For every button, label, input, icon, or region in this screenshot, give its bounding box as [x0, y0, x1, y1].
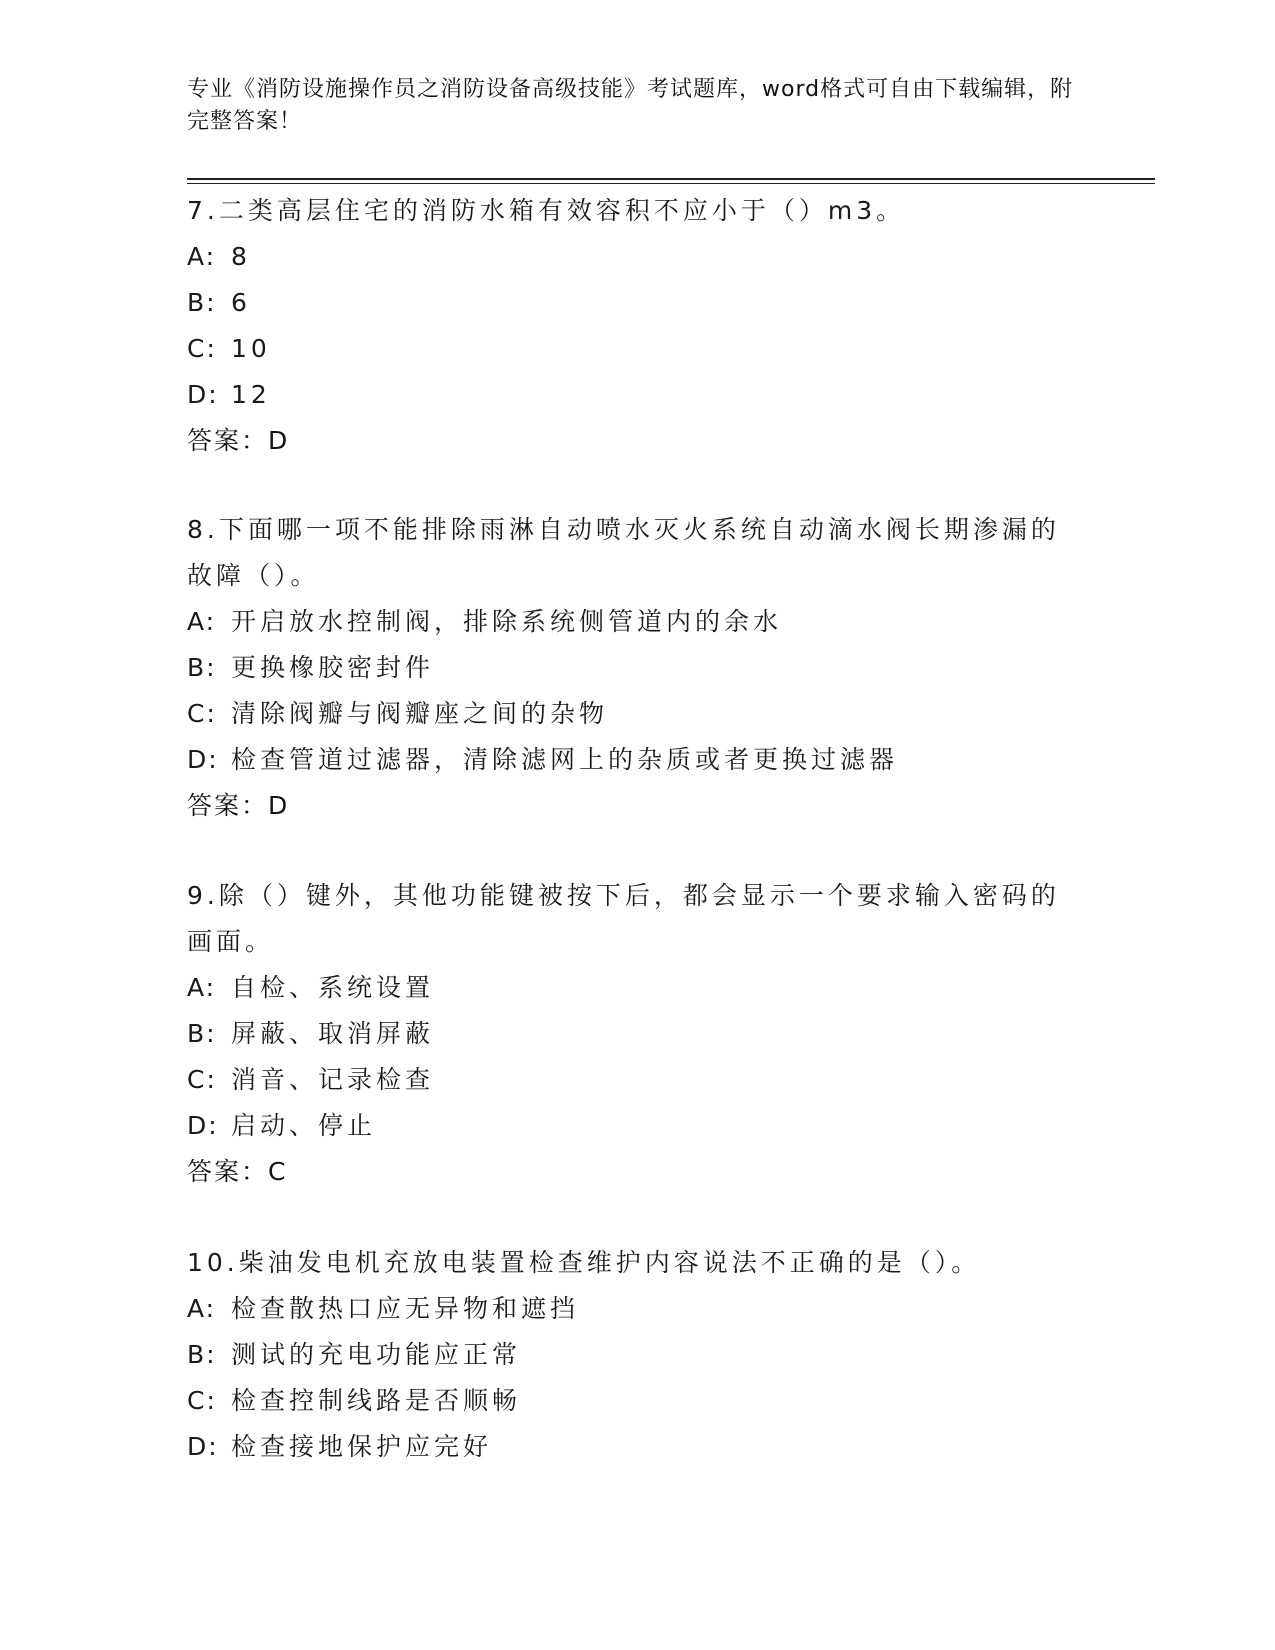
option-letter: A:	[187, 242, 217, 271]
question-8	[187, 507, 1087, 829]
question-9	[187, 873, 1087, 1195]
option-letter: D:	[187, 380, 219, 409]
question-number: 10.	[187, 1248, 239, 1277]
option-text: 检查散热口应无异物和遮挡	[231, 1294, 580, 1323]
option-a	[187, 599, 1087, 645]
option-letter: A:	[187, 973, 217, 1002]
document-header: 专业《消防设施操作员之消防设备高级技能》考试题库，word格式可自由下载编辑，附完整答案！	[187, 77, 1074, 134]
option-letter: A:	[187, 607, 217, 636]
question-text: 下面哪一项不能排除雨淋自动喷水灭火系统自动滴水阀长期渗漏的故障（）。	[187, 515, 1060, 590]
option-letter: B:	[187, 1340, 217, 1369]
answer-line: 答案：D	[187, 791, 290, 820]
option-text: 自检、系统设置	[231, 973, 435, 1002]
option-text: 清除阀瓣与阀瓣座之间的杂物	[231, 699, 609, 728]
header-divider-top	[187, 178, 1155, 180]
option-b	[187, 1332, 1087, 1378]
option-letter: C:	[187, 699, 217, 728]
option-letter: B:	[187, 288, 217, 317]
option-c	[187, 1378, 1087, 1424]
answer-line: 答案：D	[187, 426, 290, 455]
option-b	[187, 645, 1087, 691]
option-letter: B:	[187, 653, 217, 682]
question-stem	[187, 1240, 1087, 1286]
option-text: 6	[231, 288, 251, 317]
question-number: 8.	[187, 515, 219, 544]
option-text: 8	[231, 242, 251, 271]
option-letter: D:	[187, 1111, 219, 1140]
option-text: 消音、记录检查	[231, 1065, 435, 1094]
option-b	[187, 1011, 1087, 1057]
option-text: 检查接地保护应完好	[231, 1432, 493, 1461]
option-letter: C:	[187, 1386, 217, 1415]
option-d	[187, 737, 1087, 783]
option-text: 检查控制线路是否顺畅	[231, 1386, 522, 1415]
question-text: 二类高层住宅的消防水箱有效容积不应小于（）m3。	[218, 196, 906, 225]
option-letter: C:	[187, 1065, 217, 1094]
option-letter: B:	[187, 1019, 217, 1048]
option-letter: C:	[187, 334, 217, 363]
question-number: 7.	[187, 196, 219, 225]
option-text: 开启放水控制阀，排除系统侧管道内的余水	[231, 607, 783, 636]
question-stem	[187, 188, 1087, 234]
option-text: 测试的充电功能应正常	[231, 1340, 522, 1369]
option-c	[187, 1057, 1087, 1103]
option-c	[187, 326, 1087, 372]
option-letter: A:	[187, 1294, 217, 1323]
question-stem	[187, 873, 1087, 965]
answer-line: 答案：C	[187, 1157, 288, 1186]
option-text: 检查管道过滤器，清除滤网上的杂质或者更换过滤器	[231, 745, 899, 774]
option-d	[187, 1424, 1087, 1470]
option-text: 10	[231, 334, 271, 363]
option-b	[187, 280, 1087, 326]
question-stem	[187, 507, 1087, 599]
option-text: 12	[231, 380, 271, 409]
option-a	[187, 965, 1087, 1011]
option-c	[187, 691, 1087, 737]
option-letter: D:	[187, 745, 219, 774]
question-text: 除（）键外，其他功能键被按下后，都会显示一个要求输入密码的画面。	[187, 881, 1060, 956]
option-text: 屏蔽、取消屏蔽	[231, 1019, 435, 1048]
option-a	[187, 1286, 1087, 1332]
option-d	[187, 372, 1087, 418]
option-a	[187, 234, 1087, 280]
option-text: 启动、停止	[231, 1111, 377, 1140]
option-text: 更换橡胶密封件	[231, 653, 435, 682]
question-number: 9.	[187, 881, 219, 910]
question-text: 柴油发电机充放电装置检查维护内容说法不正确的是（）。	[238, 1248, 981, 1277]
option-d	[187, 1103, 1087, 1149]
question-7	[187, 188, 1087, 464]
question-10	[187, 1240, 1087, 1470]
header-divider-bottom	[187, 183, 1155, 184]
option-letter: D:	[187, 1432, 219, 1461]
